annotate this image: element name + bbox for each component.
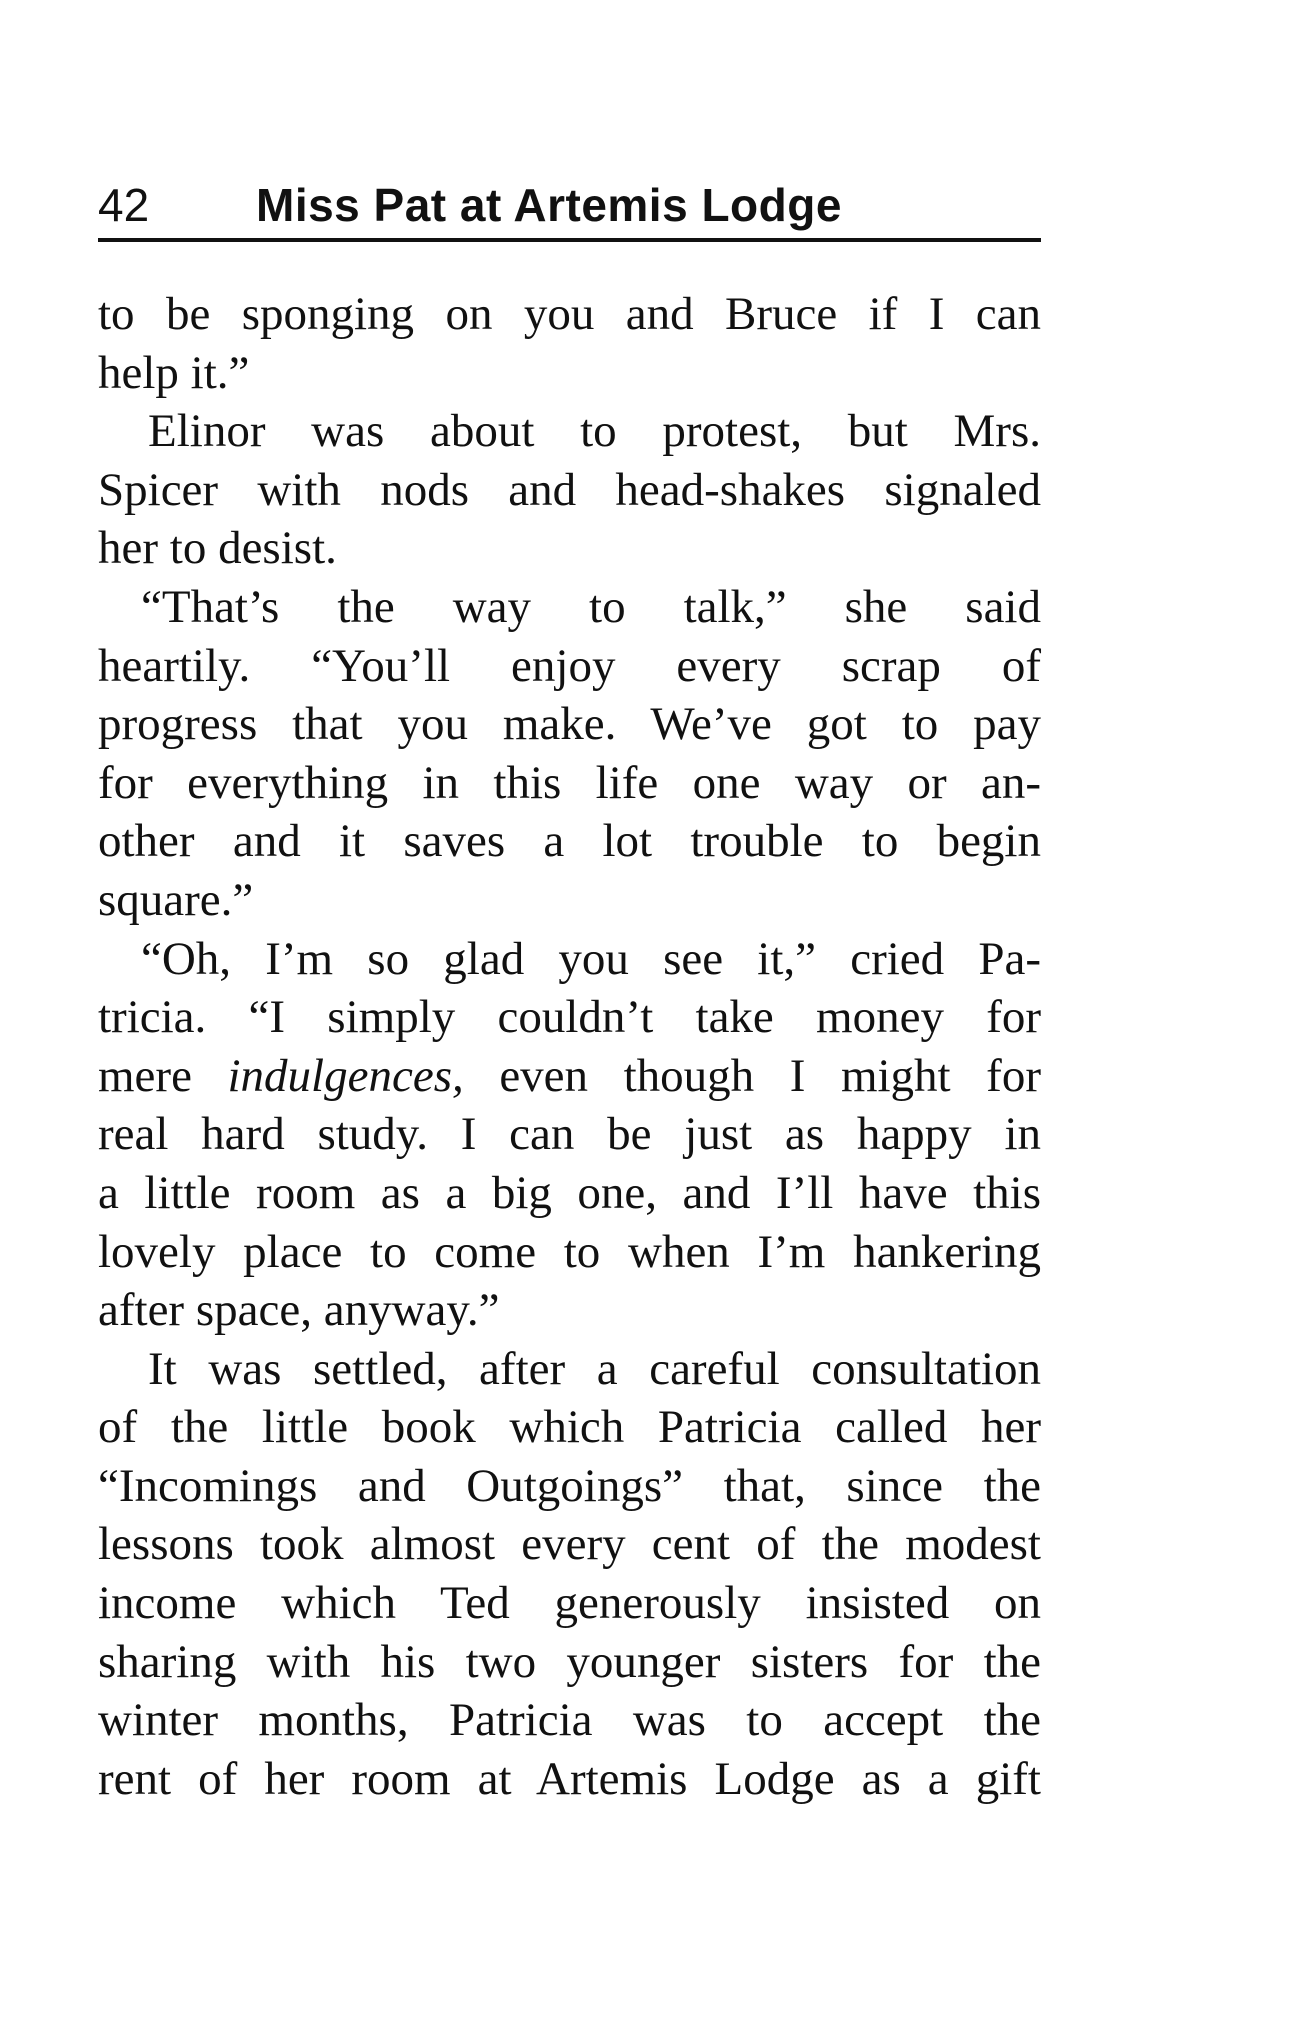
running-head	[98, 170, 1041, 240]
text-line: other and it saves a lot trouble to begin	[98, 815, 1041, 868]
text-line: a little room as a big one, and I’ll have this	[98, 1166, 1041, 1219]
body-text	[98, 285, 1041, 1808]
text-line: of the little book which Patricia called her	[98, 1401, 1041, 1454]
header-rule	[98, 238, 1041, 242]
text-line: lovely place to come to when I’m hankering	[98, 1225, 1041, 1278]
text-line: tricia. “I simply couldn’t take money for	[98, 991, 1041, 1044]
text-line: for everything in this life one way or an-	[98, 756, 1041, 809]
text-line: rent of her room at Artemis Lodge as a gift	[98, 1752, 1041, 1805]
text-line: heartily. “You’ll enjoy every scrap of	[98, 639, 1041, 692]
text-line-with-italic	[98, 1047, 1041, 1106]
text-line: sharing with his two younger sisters for the	[98, 1635, 1041, 1688]
text-line: after space, anyway.”	[98, 1284, 500, 1337]
text-line: Elinor was about to protest, but Mrs.	[148, 405, 1041, 458]
text-line: “Incomings and Outgoings” that, since the	[98, 1459, 1041, 1512]
text-line: real hard study. I can be just as happy in	[98, 1108, 1041, 1161]
text-line: Spicer with nods and head-shakes signaled	[98, 463, 1041, 516]
text-line: lessons took almost every cent of the modest	[98, 1518, 1041, 1571]
text-line: It was settled, after a careful consultation	[148, 1342, 1041, 1395]
text-line: help it.”	[98, 346, 250, 399]
text-segment: even though I might for	[463, 1049, 1041, 1102]
text-segment: mere	[98, 1049, 228, 1102]
text-line: “That’s the way to talk,” she said	[141, 580, 1041, 633]
text-line: square.”	[98, 873, 254, 926]
text-line: to be sponging on you and Bruce if I can	[98, 288, 1041, 340]
text-line: progress that you make. We’ve got to pay	[98, 698, 1041, 751]
text-line: her to desist.	[98, 522, 337, 575]
italic-word: indulgences,	[227, 1049, 464, 1102]
running-title: Miss Pat at Artemis Lodge	[256, 179, 842, 231]
text-line: “Oh, I’m so glad you see it,” cried Pa-	[141, 932, 1041, 985]
page-number: 42	[98, 179, 150, 231]
text-line: winter months, Patricia was to accept the	[98, 1694, 1041, 1747]
text-line: income which Ted generously insisted on	[98, 1577, 1041, 1630]
